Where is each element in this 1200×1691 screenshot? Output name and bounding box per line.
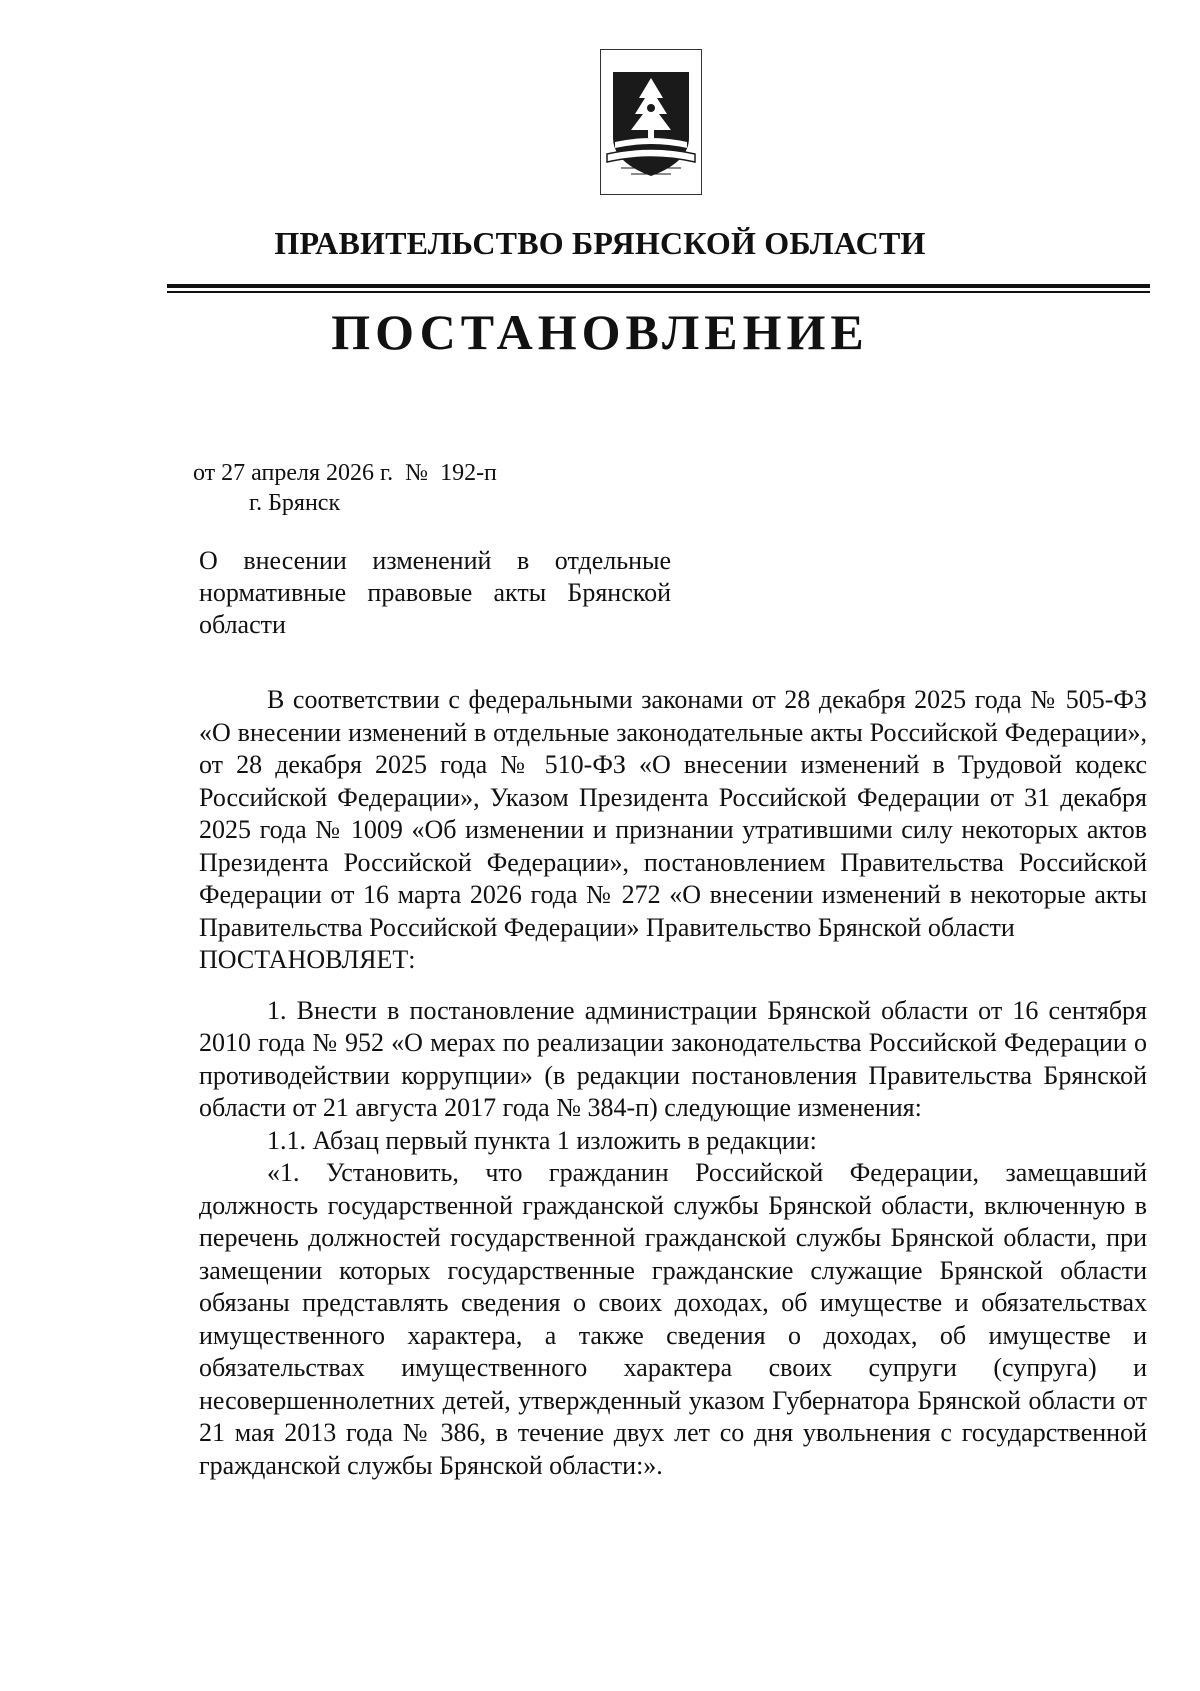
item-1-paragraph: 1. Внести в постановление администрации Брянской области от 16 сентября 2010 года № 952 «О мерах по реализации законодательства Российской Федерации о противодействии коррупции» (в редакции постановления Правительства Брянской области от 21 августа 2017 года № 384-п) следующие изменения: xyxy=(199,995,1147,1122)
preamble-paragraph: В соответствии с федеральными законами от 28 декабря 2025 года № 505-ФЗ «О внесении изменений в отдельные законодательные акты Российской Федерации», от 28 декабря 2025 года № 510-ФЗ «О внесении изменений в Трудовой кодекс Российской Федерации», Указом Президента Российской Федерации от 31 декабря 2025 года № 1009 «Об изменении и признании утратившими силу некоторых актов Президента Российской Федерации», постановлением Правительства Российской Федерации от 16 марта 2026 года № 272 «О внесении изменений в некоторые акты Правительства Российской Федерации» Правительство Брянской области xyxy=(199,685,1147,942)
document-date: 27 апреля 2026 г. xyxy=(221,460,394,486)
document-type-title: ПОСТАНОВЛЕНИЕ xyxy=(331,304,869,360)
org-name: ПРАВИТЕЛЬСТВО БРЯНСКОЙ ОБЛАСТИ xyxy=(274,225,926,261)
date-prefix: от xyxy=(193,460,216,486)
quoted-amendment-paragraph: «1. Установить, что гражданин Российской Федерации, замещавший должность государственной гражданской службы Брянской области, включенную в перечень должностей государственной гражданской службы Брянской области, при замещении которых государственные гражданские служащие Брянской области обязаны представлять сведения о своих доходах, об имуществе и обязательствах имущественного характера, а также сведения о доходах, об имуществе и обязательствах имущественного характера своих супруги (супруга) и несовершеннолетних детей, утвержденный указом Губернатора Брянской области от 21 мая 2013 года № 386, в течение двух лет со дня увольнения с государственной гражданской службы Брянской области:». xyxy=(199,1158,1147,1480)
date-number-line xyxy=(193,460,497,487)
coat-of-arms-icon xyxy=(600,49,702,195)
header-rule-thick xyxy=(167,284,1150,288)
document-city: г. Брянск xyxy=(249,490,341,516)
header-rule-thin xyxy=(167,291,1150,293)
document-number: 192-п xyxy=(440,460,497,486)
decree-word: ПОСТАНОВЛЯЕТ: xyxy=(199,945,416,974)
item-1-1-paragraph: 1.1. Абзац первый пункта 1 изложить в редакции: xyxy=(267,1125,817,1155)
number-sign: № xyxy=(405,460,429,486)
document-body xyxy=(199,684,1147,1482)
document-subject: О внесении изменений в отдельные нормативные правовые акты Брянской области xyxy=(199,546,671,639)
